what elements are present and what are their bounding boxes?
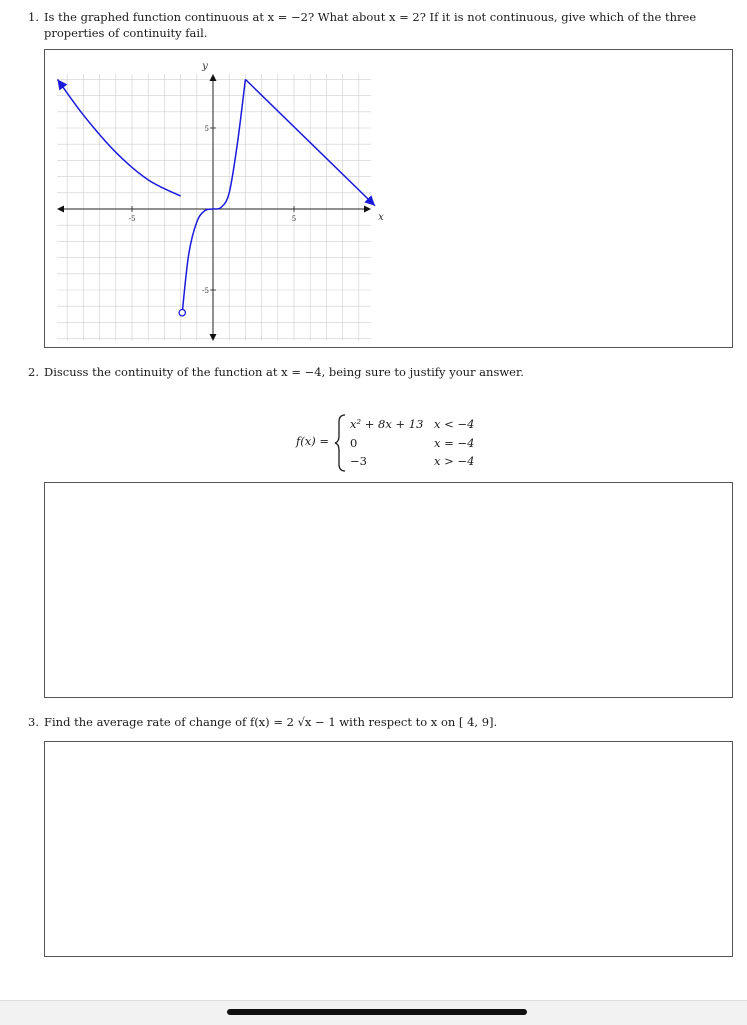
question-2-text: Discuss the continuity of the function at x = −4, being sure to justify your answer. bbox=[44, 365, 524, 379]
function-lhs: f(x) = bbox=[296, 434, 330, 448]
x-axis-label: x bbox=[378, 212, 384, 223]
piecewise-cases bbox=[350, 417, 474, 473]
question-1 bbox=[28, 9, 738, 41]
case-expression: 0 bbox=[350, 435, 358, 450]
graph-axes bbox=[57, 74, 371, 341]
case-row bbox=[350, 436, 474, 455]
question-3-text: Find the average rate of change of f(x) = 2 √x − 1 with respect to x on [ 4, 9]. bbox=[44, 715, 498, 729]
y-axis-label: y bbox=[202, 61, 208, 72]
y-axis-down-arrow-icon bbox=[210, 334, 217, 341]
question-1-text: Is the graphed function continuous at x = −2? What about x = 2? If it is not continuous, give which of the three bbox=[44, 10, 697, 24]
left-decreasing-branch-arrow-icon bbox=[57, 79, 67, 90]
case-expression: x² + 8x + 13 bbox=[350, 417, 424, 431]
question-1-number: 1. bbox=[28, 10, 39, 24]
question-1-line1 bbox=[28, 9, 738, 25]
x-axis-left-arrow-icon bbox=[57, 206, 64, 213]
case-row bbox=[350, 417, 474, 436]
tick-label-y-5: 5 bbox=[204, 125, 209, 133]
tick-label-x-neg5: -5 bbox=[128, 215, 136, 223]
home-indicator[interactable] bbox=[227, 1009, 527, 1015]
answer-box-1[interactable] bbox=[44, 49, 733, 348]
graph-grid bbox=[57, 74, 371, 341]
question-1-line2: properties of continuity fail. bbox=[44, 26, 208, 40]
answer-box-3[interactable] bbox=[44, 741, 733, 957]
case-expression: −3 bbox=[350, 454, 367, 468]
question-2 bbox=[28, 364, 524, 380]
question-3-number: 3. bbox=[28, 715, 39, 729]
open-circle-icon bbox=[179, 309, 185, 315]
answer-box-2[interactable] bbox=[44, 482, 733, 698]
case-condition: x < −4 bbox=[434, 417, 475, 431]
question-2-number: 2. bbox=[28, 365, 39, 379]
left-brace-icon bbox=[334, 414, 348, 472]
x-axis-right-arrow-icon bbox=[364, 206, 371, 213]
graph-curves bbox=[57, 79, 375, 315]
tick-label-y-neg5: -5 bbox=[202, 287, 209, 295]
case-row bbox=[350, 454, 474, 473]
left-decreasing-branch bbox=[57, 79, 180, 196]
case-condition: x > −4 bbox=[434, 454, 475, 468]
case-condition: x = −4 bbox=[434, 435, 475, 450]
y-axis-up-arrow-icon bbox=[210, 74, 217, 81]
function-graph bbox=[55, 56, 384, 346]
question-3 bbox=[28, 714, 497, 730]
tick-label-x-5: 5 bbox=[291, 215, 297, 223]
cubic-like-branch bbox=[182, 79, 245, 312]
